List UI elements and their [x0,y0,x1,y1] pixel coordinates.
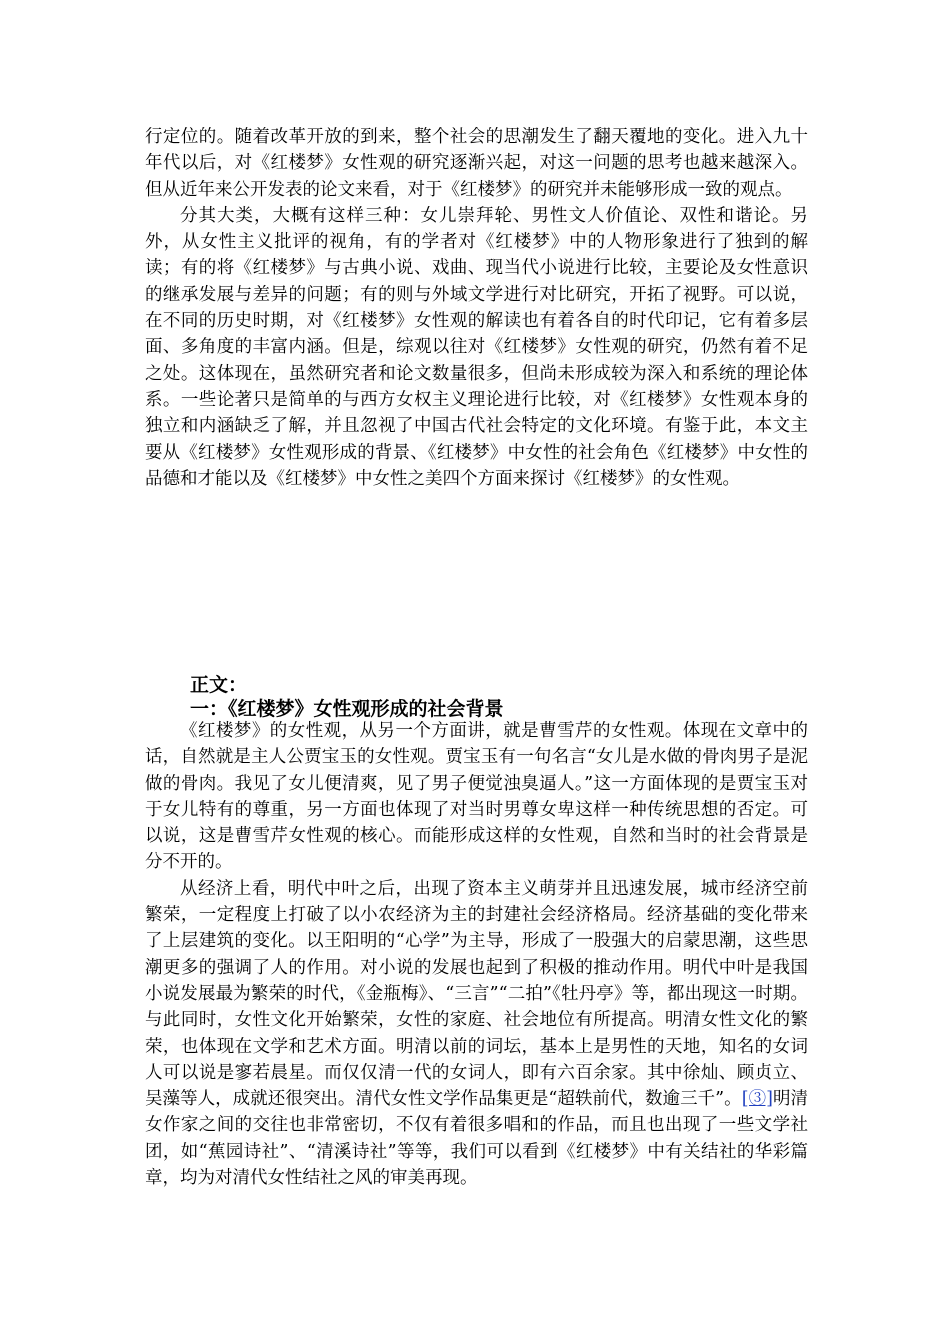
intro-paragraph-1: 行定位的。随着改革开放的到来，整个社会的思潮发生了翻天覆地的变化。进入九十年代以后，对《红楼梦》女性观的研究逐渐兴起，对这一问题的思考也越来越深入。但从近年来公开发表的论文来看，对于《红楼梦》的研究并未能够形成一致的观点。 [145,127,808,200]
intro-paragraph-2: 分其大类，大概有这样三种：女儿崇拜轮、男性文人价值论、双性和谐论。另外，从女性主义批评的视角，有的学者对《红楼梦》中的人物形象进行了独到的解读；有的将《红楼梦》与古典小说、戏曲、现当代小说进行比较，主要论及女性意识的继承发展与差异的问题；有的则与外域文学进行对比研究，开拓了视野。可以说，在不同的历史时期，对《红楼梦》女性观的解读也有着各自的时代印记，它有着多层面、多角度的丰富内涵。但是，综观以往对《红楼梦》女性观的研究，仍然有着不足之处。这体现在，虽然研究者和论文数量很多，但尚未形成较为深入和系统的理论体系。一些论著只是简单的与西方女权主义理论进行比较，对《红楼梦》女性观本身的独立和内涵缺乏了解，并且忽视了中国古代社会特定的文化环境。有鉴于此，本文主要从《红楼梦》女性观形成的背景、《红楼梦》中女性的社会角色《红楼梦》中女性的品德和才能以及《红楼梦》中女性之美四个方面来探讨《红楼梦》的女性观。 [145,205,808,489]
body-paragraph-2-after: 明清女作家之间的交往也非常密切，不仅有着很多唱和的作品，而且也出现了一些文学社团，如“蕉园诗社”、“清溪诗社”等等，我们可以看到《红楼梦》中有关结社的华彩篇章，均为对清代女性结社之风的审美再现。 [145,1089,809,1189]
intro-section [145,124,808,492]
section-heading: 一：《红楼梦》女性观形成的社会背景 [190,698,504,720]
body-section [145,718,808,1191]
footnote-link[interactable]: [③] [741,1089,773,1110]
body-paragraph-2-before: 从经济上看，明代中叶之后，出现了资本主义萌芽并且迅速发展，城市经济空前繁荣，一定程度上打破了以小农经济为主的封建社会经济格局。经济基础的变化带来了上层建筑的变化。以王阳明的“心学”为主导，形成了一股强大的启蒙思潮，这些思潮更多的强调了人的作用。对小说的发展也起到了积极的推动作用。明代中叶是我国小说发展最为繁荣的时代，《金瓶梅》、“三言”“二拍”《牡丹亭》等，都出现这一时期。与此同时，女性文化开始繁荣，女性的家庭、社会地位有所提高。明清女性文化的繁荣，也体现在文学和艺术方面。明清以前的词坛，基本上是男性的天地，知名的女词人可以说是寥若晨星。而仅仅清一代的女词人，即有六百余家。其中徐灿、顾贞立、吴藻等人，成就还很突出。清代女性文学作品集更是“超轶前代，数逾三千”。 [145,878,808,1110]
body-paragraph-1: 《红楼梦》的女性观，从另一个方面讲，就是曹雪芹的女性观。体现在文章中的话，自然就是主人公贾宝玉的女性观。贾宝玉有一句名言“女儿是水做的骨肉男子是泥做的骨肉。我见了女儿便清爽，见了男子便觉浊臭逼人。”这一方面体现的是贾宝玉对于女儿特有的尊重，另一方面也体现了对当时男尊女卑这样一种传统思想的否定。可以说，这是曹雪芹女性观的核心。而能形成这样的女性观，自然和当时的社会背景是分不开的。 [145,721,808,873]
main-heading: 正文： [190,674,248,696]
body-paragraph-2 [145,876,808,1192]
